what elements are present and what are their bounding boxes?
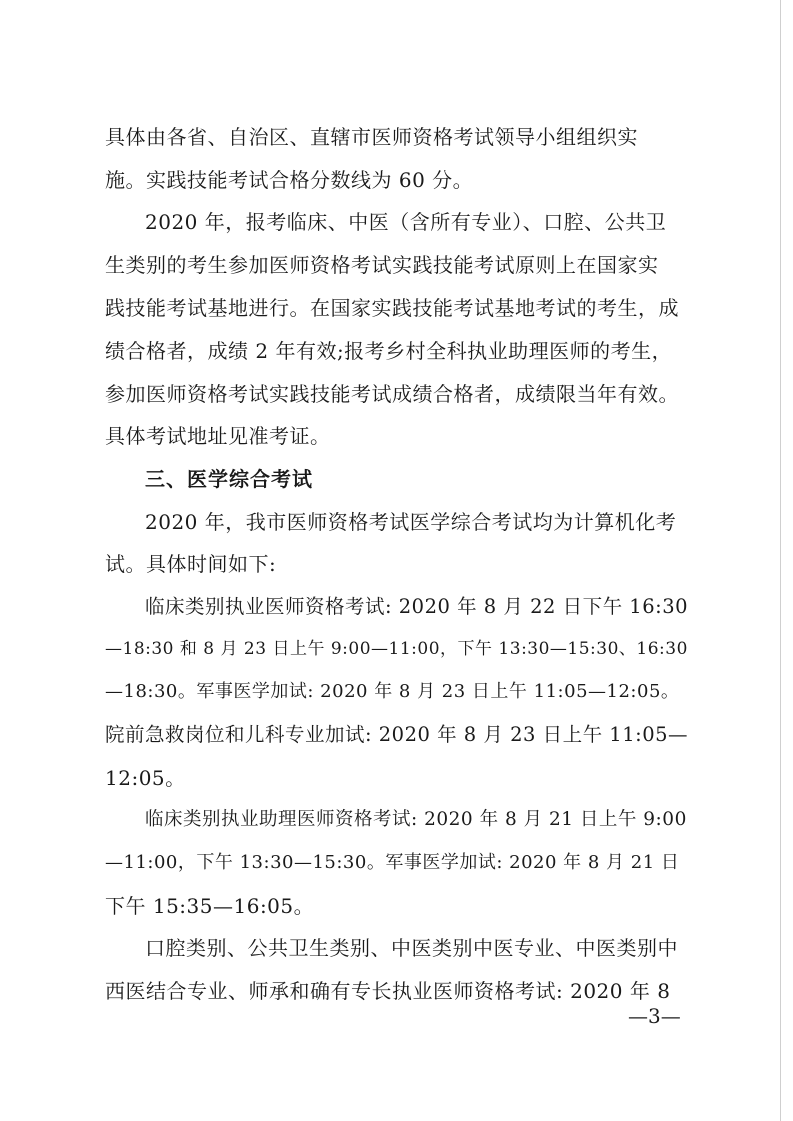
page-edge-line [780,0,781,1121]
paragraph-first-line: 临床类别执业助理医师资格考试: 2020 年 8 月 21 日上午 9:00 [145,809,687,830]
text-line: 西医结合专业、师承和确有专长执业医师资格考试: 2020 年 8 [105,979,671,1003]
text-line: —11:00，下午 13:30—15:30。军事医学加试: 2020 年 8 月 21 日 [105,852,680,873]
paragraph-first-line: 2020 年，我市医师资格考试医学综合考试均为计算机化考 [145,510,677,534]
text-line: 试。具体时间如下: [105,552,277,576]
section-heading: 三、医学综合考试 [145,467,313,491]
text-line: 施。实践技能考试合格分数线为 60 分。 [105,168,474,192]
text-line: 具体由各省、自治区、直辖市医师资格考试领导小组组织实 [105,125,638,149]
text-line: 院前急救岗位和儿科专业加试: 2020 年 8 月 23 日上午 11:05— [105,723,689,746]
paragraph-first-line: 临床类别执业医师资格考试: 2020 年 8 月 22 日下午 16:30 [145,595,689,618]
text-line: 参加医师资格考试实践技能考试成绩合格者，成绩限当年有效。 [105,382,679,406]
text-line: 下午 15:35—16:05。 [105,894,315,918]
text-line: —18:30。军事医学加试: 2020 年 8 月 23 日上午 11:05—12:05。 [105,681,680,702]
page-number: —3— [628,1004,681,1028]
text-line: 生类别的考生参加医师资格考试实践技能考试原则上在国家实 [105,253,659,277]
text-line: 具体考试地址见准考证。 [105,424,331,448]
paragraph-first-line: 口腔类别、公共卫生类别、中医类别中医专业、中医类别中 [145,936,678,960]
text-line: 绩合格者，成绩 2 年有效;报考乡村全科执业助理医师的考生， [105,339,673,363]
text-line: 践技能考试基地进行。在国家实践技能考试基地考试的考生，成 [105,296,679,320]
paragraph-first-line: 2020 年，报考临床、中医（含所有专业）、口腔、公共卫 [145,210,667,234]
text-line: 12:05。 [105,766,186,790]
text-line: —18:30 和 8 月 23 日上午 9:00—11:00，下午 13:30—15:30、16:30 [105,639,688,659]
